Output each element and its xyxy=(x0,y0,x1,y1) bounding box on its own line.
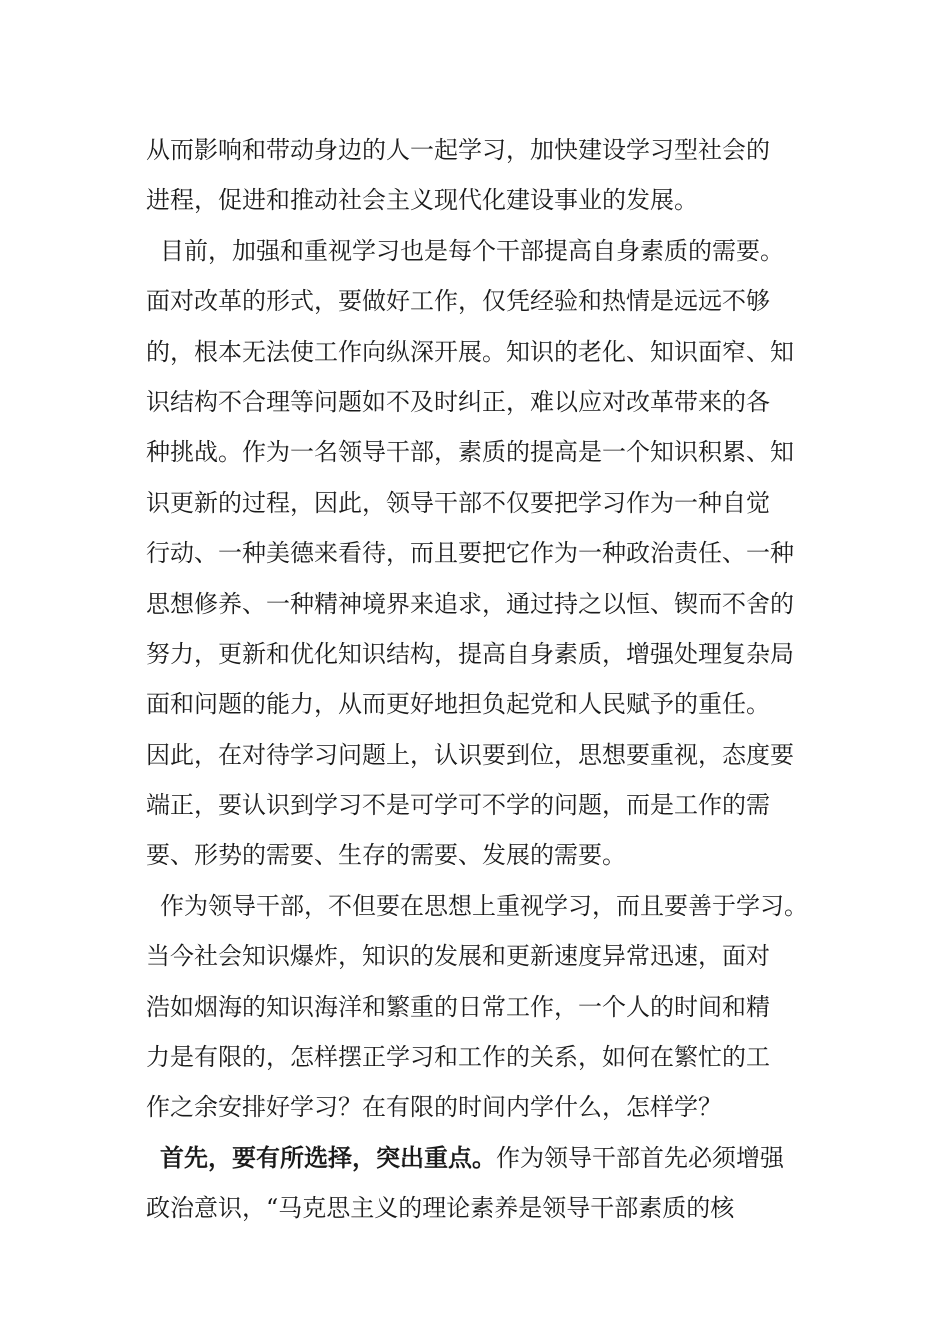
text-line: 力是有限的，怎样摆正学习和工作的关系，如何在繁忙的工 xyxy=(146,1043,770,1072)
text-line: 努力，更新和优化知识结构，提高自身素质，增强处理复杂局 xyxy=(146,639,794,668)
text-line: 面对改革的形式，要做好工作，仅凭经验和热情是远远不够 xyxy=(146,287,770,316)
text-line: 浩如烟海的知识海洋和繁重的日常工作，一个人的时间和精 xyxy=(146,992,770,1021)
text-line: 识更新的过程，因此，领导干部不仅要把学习作为一种自觉 xyxy=(146,488,770,517)
text-line: 政治意识，“马克思主义的理论素养是领导干部素质的核 xyxy=(146,1194,735,1223)
text-line: 从而影响和带动身边的人一起学习，加快建设学习型社会的 xyxy=(146,136,770,164)
text-run: 作为领导干部首先必须增强 xyxy=(496,1143,784,1172)
text-line: 当今社会知识爆炸，知识的发展和更新速度异常迅速，面对 xyxy=(146,942,770,971)
text-line: 行动、一种美德来看待，而且要把它作为一种政治责任、一种 xyxy=(146,539,794,568)
body-text xyxy=(146,125,826,1234)
text-line: 的，根本无法使工作向纵深开展。知识的老化、知识面窄、知 xyxy=(146,337,794,366)
text-line: 思想修养、一种精神境界来追求，通过持之以恒、锲而不舍的 xyxy=(146,589,794,618)
text-line: 面和问题的能力，从而更好地担负起党和人民赋予的重任。 xyxy=(146,690,770,719)
bold-heading: 首先，要有所选择，突出重点。 xyxy=(160,1142,496,1172)
text-line: 端正，要认识到学习不是可学可不学的问题，而是工作的需 xyxy=(146,791,770,820)
text-line: 进程，促进和推动社会主义现代化建设事业的发展。 xyxy=(146,186,698,215)
text-line: 作为领导干部，不但要在思想上重视学习，而且要善于学习。 xyxy=(160,891,808,920)
text-line: 目前，加强和重视学习也是每个干部提高自身素质的需要。 xyxy=(160,236,784,265)
text-line: 要、形势的需要、生存的需要、发展的需要。 xyxy=(146,841,626,870)
text-line: 识结构不合理等问题如不及时纠正，难以应对改革带来的各 xyxy=(146,387,770,416)
text-line: 作之余安排好学习？在有限的时间内学什么，怎样学？ xyxy=(146,1093,722,1122)
text-line: 种挑战。作为一名领导干部，素质的提高是一个知识积累、知 xyxy=(146,438,794,467)
text-line: 因此，在对待学习问题上，认识要到位，思想要重视，态度要 xyxy=(146,740,794,769)
text-line xyxy=(146,1133,826,1183)
